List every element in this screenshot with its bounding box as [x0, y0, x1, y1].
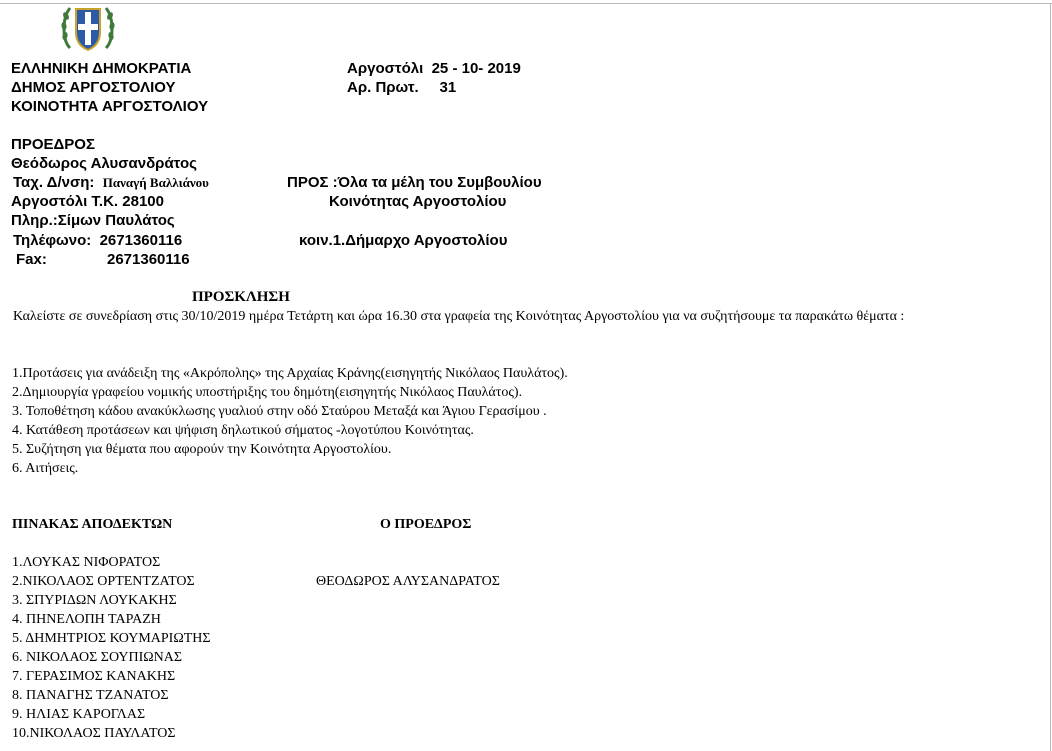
- recipient-item: 8. ΠΑΝΑΓΗΣ ΤΖΑΝΑΤΟΣ: [12, 688, 169, 703]
- agenda-item: 4. Κατάθεση προτάσεων και ψήφιση δηλωτικού σήματος -λογοτύπου Κοινότητας.: [12, 423, 474, 438]
- sender-city: Αργοστόλι Τ.Κ. 28100: [11, 193, 164, 210]
- recipient-item: 9. ΗΛΙΑΣ ΚΑΡΟΓΛΑΣ: [12, 707, 146, 722]
- recipient-item: 4. ΠΗΝΕΛΟΠΗ ΤΑΡΑΖΗ: [12, 612, 161, 627]
- signature-title: Ο ΠΡΟΕΔΡΟΣ: [380, 517, 472, 532]
- signature-name: ΘΕΟΔΩΡΟΣ ΑΛΥΣΑΝΔΡΑΤΟΣ: [316, 574, 500, 589]
- protocol-line: [347, 78, 456, 97]
- recipient-item: 6. ΝΙΚΟΛΑΟΣ ΣΟΥΠΙΩΝΑΣ: [12, 650, 183, 665]
- recipient-item: 10.ΝΙΚΟΛΑΟΣ ΠΑΥΛΑΤΟΣ: [12, 726, 176, 741]
- fax-label: Fax:: [16, 251, 47, 268]
- phone-label: Τηλέφωνο:: [13, 232, 92, 249]
- recipient-item: 5. ΔΗΜΗΤΡΙΟΣ ΚΟΥΜΑΡΙΩΤΗΣ: [12, 631, 211, 646]
- greek-coat-of-arms-icon: [60, 2, 116, 54]
- recipients-list: [12, 553, 211, 743]
- sender-phone-line: [13, 231, 182, 250]
- sender-contact: Πληρ.:Σίμων Παυλάτος: [11, 212, 175, 229]
- header-line-community: ΚΟΙΝΟΤΗΤΑ ΑΡΓΟΣΤΟΛΙΟΥ: [11, 98, 209, 115]
- agenda-list: [12, 364, 568, 478]
- recipient-item: 7. ΓΕΡΑΣΙΜΟΣ ΚΑΝΑΚΗΣ: [12, 669, 176, 684]
- invitation-title: ΠΡΟΣΚΛΗΣΗ: [192, 289, 290, 305]
- date-value: 25 - 10- 2019: [431, 60, 521, 77]
- protocol-number: 31: [439, 79, 457, 96]
- recipient-item: 3. ΣΠΥΡΙΔΩΝ ΛΟΥΚΑΚΗΣ: [12, 593, 177, 608]
- agenda-item: 1.Προτάσεις για ανάδειξη της «Ακρόπολης» της Αρχαίας Κράνης(εισηγητής Νικόλαος Παυλάτος).: [12, 366, 568, 381]
- date-line: [347, 59, 521, 78]
- sender-name: Θεόδωρος Αλυσανδράτος: [11, 155, 197, 172]
- agenda-item: 6. Αιτήσεις.: [12, 461, 79, 476]
- recipient-item: 2.ΝΙΚΟΛΑΟΣ ΟΡΤΕΝΤΖΑΤΟΣ: [12, 574, 195, 589]
- date-place: Αργοστόλι: [347, 60, 424, 77]
- agenda-item: 2.Δημιουργία γραφείου νομικής υποστήριξης του δημότη(εισηγητής Νικόλαος Παυλάτος).: [12, 385, 523, 400]
- invitation-body: Καλείστε σε συνεδρίαση στις 30/10/2019 ημέρα Τετάρτη και ώρα 16.30 στα γραφεία της Κοινότητας Αργοστολίου για να συζητήσουμε τα παρακάτω θέματα :: [13, 309, 905, 324]
- recipients-table-title: ΠΙΝΑΚΑΣ ΑΠΟΔΕΚΤΩΝ: [12, 517, 173, 532]
- sender-address-line: [13, 173, 209, 192]
- recipient-line-2: Κοινότητας Αργοστολίου: [329, 193, 507, 210]
- recipient-cc: κοιν.1.Δήμαρχο Αργοστολίου: [299, 232, 508, 249]
- agenda-item: 3. Τοποθέτηση κάδου ανακύκλωσης γυαλιού στην οδό Σταύρου Μεταξά και Άγιου Γερασίμου .: [12, 404, 547, 419]
- agenda-item: 5. Συζήτηση για θέματα που αφορούν την Κοινότητα Αργοστολίου.: [12, 442, 392, 457]
- sender-role: ΠΡΟΕΔΡΟΣ: [11, 136, 95, 153]
- recipient-line-1: ΠΡΟΣ :Όλα τα μέλη του Συμβουλίου: [287, 174, 542, 191]
- fax-value: 2671360116: [107, 251, 190, 268]
- header-authority-block: [11, 59, 208, 116]
- protocol-label: Αρ. Πρωτ.: [347, 79, 419, 96]
- recipient-item: 1.ΛΟΥΚΑΣ ΝΙΦΟΡΑΤΟΣ: [12, 555, 161, 570]
- address-value: Παναγή Βαλλιάνου: [102, 175, 209, 190]
- phone-value: 2671360116: [99, 232, 183, 249]
- page-right-border: [1050, 3, 1051, 751]
- header-line-republic: ΕΛΛΗΝΙΚΗ ΔΗΜΟΚΡΑΤΙΑ: [11, 60, 192, 77]
- header-line-municipality: ΔΗΜΟΣ ΑΡΓΟΣΤΟΛΙΟΥ: [11, 79, 176, 96]
- page-top-border: [0, 3, 1052, 4]
- address-label: Ταχ. Δ/νση:: [13, 174, 95, 191]
